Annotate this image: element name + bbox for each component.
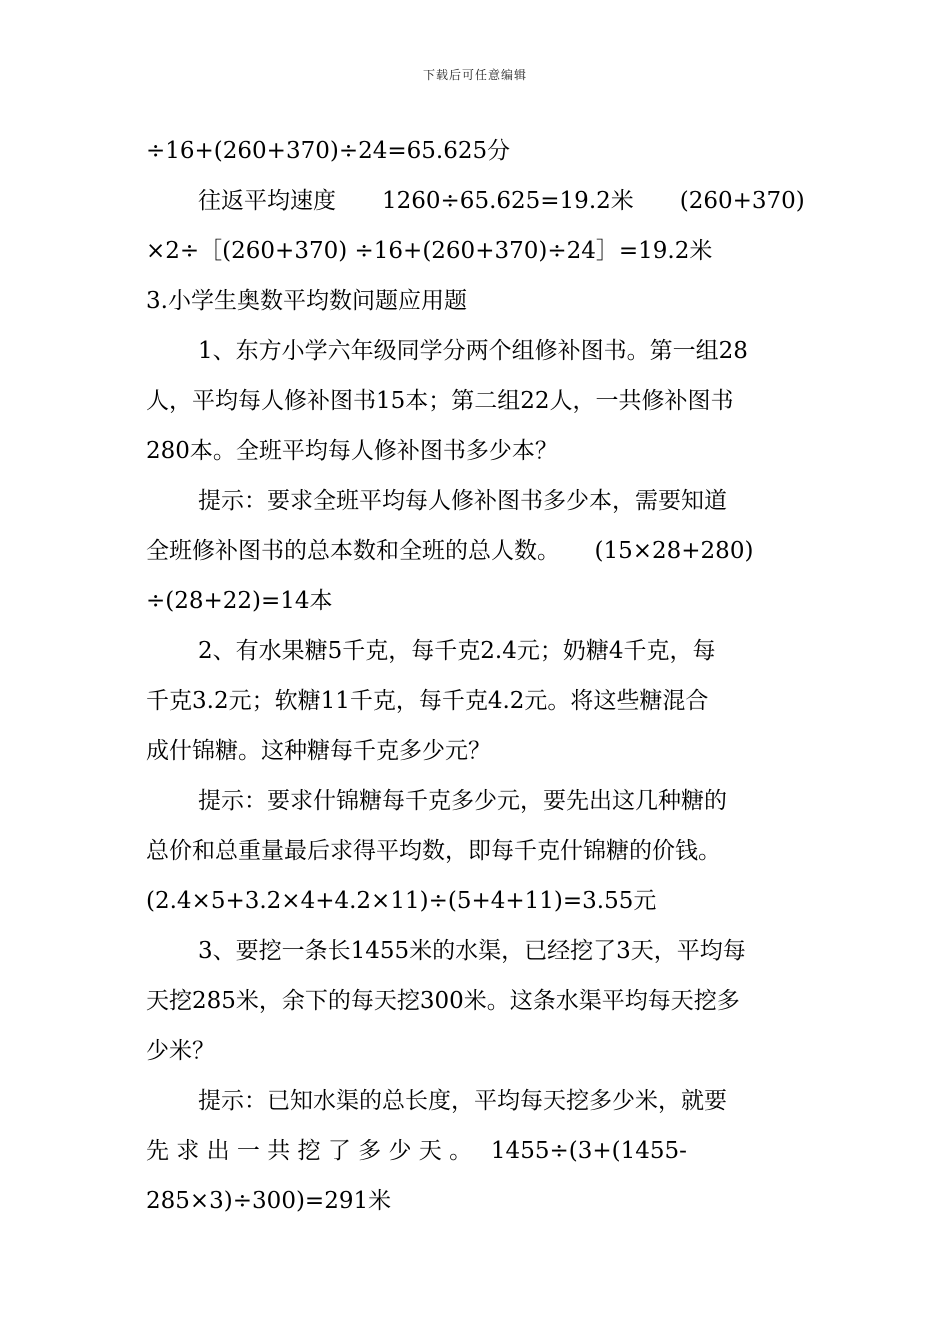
- text-line: 成什锦糖。这种糖每千克多少元？: [146, 738, 491, 764]
- text-line: ×2÷［(260+370) ÷16+(260+370)÷24］=19.2米: [146, 238, 713, 264]
- text-line: 280本。全班平均每人修补图书多少本？: [146, 438, 558, 464]
- text-line: (2.4×5+3.2×4+4.2×11)÷(5+4+11)=3.55元: [146, 888, 657, 914]
- text-line: 往返平均速度 1260÷65.625=19.2米 (260+370): [198, 188, 805, 214]
- text-line: 千克3.2元；软糖11千克，每千克4.2元。将这些糖混合: [146, 688, 709, 714]
- text-line: 总价和总重量最后求得平均数，即每千克什锦糖的价钱。: [146, 838, 721, 864]
- text-line: 少米？: [146, 1038, 215, 1064]
- text-line: ÷(28+22)=14本: [146, 588, 333, 614]
- text-line: 1、东方小学六年级同学分两个组修补图书。第一组28: [198, 338, 748, 364]
- text-line: 提示：要求全班平均每人修补图书多少本，需要知道: [198, 488, 727, 514]
- document-body: [146, 126, 806, 1226]
- text-line: ÷16+(260+370)÷24=65.625分: [146, 138, 511, 164]
- section-heading: 3.小学生奥数平均数问题应用题: [146, 288, 467, 314]
- text-line: 285×3)÷300)=291米: [146, 1188, 392, 1214]
- text-line: 先 求 出 一 共 挖 了 多 少 天 。 1455÷(3+(1455-: [146, 1138, 687, 1164]
- text-line: 2、有水果糖5千克，每千克2.4元；奶糖4千克，每: [198, 638, 716, 664]
- text-line: 全班修补图书的总本数和全班的总人数。 (15×28+280): [146, 538, 754, 564]
- text-line: 天挖285米，余下的每天挖300米。这条水渠平均每天挖多: [146, 988, 740, 1014]
- text-line: 提示：要求什锦糖每千克多少元，要先出这几种糖的: [198, 788, 727, 814]
- text-line: 3、要挖一条长1455米的水渠，已经挖了3天，平均每: [198, 938, 746, 964]
- page-header: 下载后可任意编辑: [422, 68, 527, 82]
- text-line: 提示：已知水渠的总长度，平均每天挖多少米，就要: [198, 1088, 727, 1114]
- text-line: 人，平均每人修补图书15本；第二组22人，一共修补图书: [146, 388, 734, 414]
